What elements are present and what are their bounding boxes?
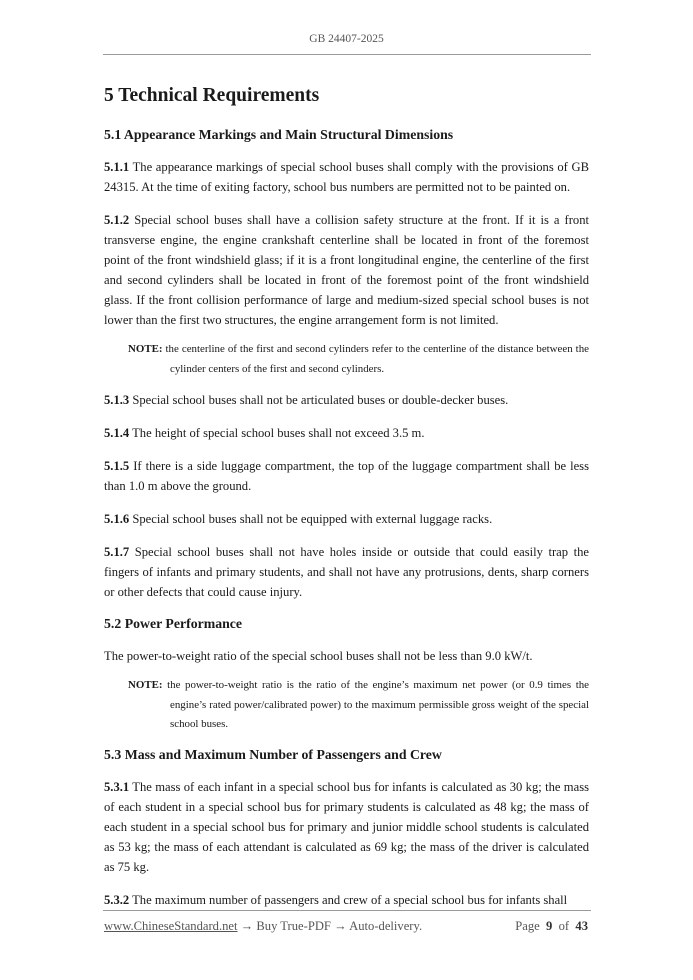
page-word: Page [515, 919, 540, 933]
clause-text: The mass of each infant in a special school bus for infants is calculated as 30 kg; the mass of each student in a special school bus for primary students is calculated as 48 kg; the mass of each student in a special school bus for primary and junior middle school students is calculated as 53 kg; the mass of each attendant is calculated as 69 kg; the mass of the driver is calculated as 75 kg. [104, 779, 589, 874]
clause-5-1-6 [104, 509, 589, 529]
header-divider [103, 54, 591, 55]
note-power-to-weight [128, 676, 589, 735]
clause-5-2-text: The power-to-weight ratio of the special school buses shall not be less than 9.0 kW/t. [104, 649, 533, 663]
buy-pdf-text: Buy True-PDF [256, 919, 331, 933]
clause-text: If there is a side luggage compartment, the top of the luggage compartment shall be less than 1.0 m above the ground. [104, 459, 589, 493]
chapter-title: 5 Technical Requirements [104, 85, 320, 106]
running-header: GB 24407-2025 [309, 33, 384, 45]
clause-5-1-5 [104, 456, 589, 496]
clause-text: Special school buses shall not be equipped with external luggage racks. [129, 512, 493, 526]
clause-number: 5.1.7 [104, 545, 130, 559]
arrow-right-icon: → [237, 919, 257, 933]
clause-text: The appearance markings of special school buses shall comply with the provisions of GB 24315. At the time of exiting factory, school bus numbers are permitted not to be painted on. [104, 160, 589, 194]
note-label: NOTE: [128, 679, 163, 691]
clause-5-1-2 [104, 210, 589, 330]
clause-number: 5.1.3 [104, 393, 130, 407]
section-5-3-title: 5.3 Mass and Maximum Number of Passengers and Crew [104, 746, 442, 762]
clause-5-3-1 [104, 777, 589, 877]
clause-text: The maximum number of passengers and crew of a special school bus for infants shall [129, 892, 568, 907]
clause-number: 5.1.5 [104, 459, 130, 473]
clause-number: 5.1.1 [104, 160, 130, 174]
clause-number: 5.1.2 [104, 213, 130, 227]
note-label: NOTE: [128, 343, 163, 355]
clause-text: Special school buses shall not have holes inside or outside that could easily trap the fingers of infants and primary students, and shall not have any protrusions, dents, sharp corners or other defects that could cause injury. [104, 545, 589, 599]
clause-5-1-1 [104, 157, 589, 197]
note-text: the centerline of the first and second cylinders refer to the centerline of the distance between the cylinder centers of the first and second cylinders. [162, 343, 589, 375]
site-link[interactable]: www.ChineseStandard.net [104, 919, 238, 933]
page-number: 9 [546, 919, 553, 933]
footer-divider [103, 910, 591, 911]
clause-number: 5.1.6 [104, 512, 130, 526]
clause-number: 5.1.4 [104, 426, 130, 440]
clause-5-1-4 [104, 423, 589, 443]
clause-text: Special school buses shall have a collision safety structure at the front. If it is a front transverse engine, the engine crankshaft centerline shall be located in front of the foremost point of the front windshield glass; if it is a front longitudinal engine, the centerline of the first and second cylinders shall be located in front of the foremost point of the front windshield glass. If the front collision performance of large and medium-sized special school buses is not lower than the first two structures, the engine arrangement form is not limited. [104, 213, 589, 327]
page-total: 43 [575, 919, 588, 933]
clause-text: Special school buses shall not be articulated buses or double-decker buses. [129, 393, 509, 407]
clause-number: 5.3.2 [104, 892, 130, 907]
note-text: the power-to-weight ratio is the ratio of the engine’s maximum net power (or 0.9 times the engine’s rated power/calibrated power) to the maximum permissible gross weight of the special school buses. [162, 679, 589, 730]
page-counter [515, 919, 588, 934]
section-5-2-title: 5.2 Power Performance [104, 616, 243, 631]
clause-text: The height of special school buses shall not exceed 3.5 m. [129, 426, 425, 440]
clause-number: 5.3.1 [104, 779, 130, 794]
clause-5-3-2 [104, 890, 589, 910]
note-cylinder-centerline [128, 340, 589, 379]
of-word: of [558, 919, 570, 933]
clause-5-1-7 [104, 542, 589, 602]
clause-5-1-3 [104, 390, 589, 410]
arrow-right-icon: → [330, 919, 350, 933]
page-body [104, 84, 589, 923]
section-5-1-title: 5.1 Appearance Markings and Main Structural Dimensions [104, 127, 454, 142]
auto-delivery-text: Auto-delivery. [349, 919, 423, 933]
footer-promo [104, 919, 422, 934]
